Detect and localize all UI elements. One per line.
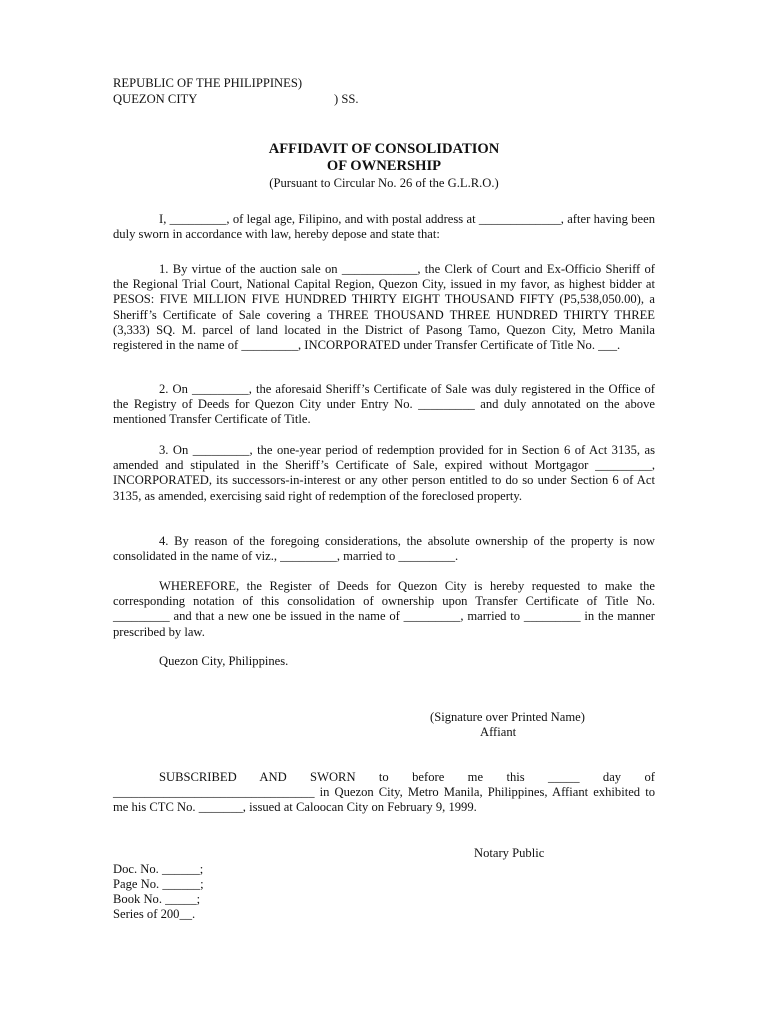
intro-text: I, _________, of legal age, Filipino, and with postal address at _____________, after having been duly sworn in accordance with law, hereby depose and state that: — [113, 212, 655, 242]
jurat-text: SUBSCRIBED AND SWORN to before me this _____ day of ________________________________ in Quezon City, Metro Manila, Philippines, Affiant exhibited to me his CTC No. _______, issued at Caloocan City on February 9, 1999. — [113, 770, 655, 815]
docket-doc-no: Doc. No. ______; — [113, 862, 204, 876]
paragraph-3 — [113, 443, 655, 504]
paragraph-1-text: 1. By virtue of the auction sale on ____________, the Clerk of Court and Ex-Officio Sheriff of the Regional Trial Court, National Capital Region, Quezon City, issued in my favor, as highest bidder at PESOS: FIVE MILLION FIVE HUNDRED THIRTY EIGHT THOUSAND FIFTY (P5,538,050.00), a Sheriff’s Certificate of Sale covering a THREE THOUSAND THREE HUNDRED THIRTY THREE (3,333) SQ. M. parcel of land located in the District of Pasong Tamo, Quezon City, Metro Manila registered in the name of _________, INCORPORATED under Transfer Certificate of Title No. ___. — [113, 262, 655, 353]
venue-city-name: QUEZON CITY — [113, 92, 198, 106]
paragraph-4 — [113, 534, 655, 564]
docket-series: Series of 200__. — [113, 907, 196, 921]
venue-city — [113, 92, 359, 107]
intro-paragraph — [113, 212, 655, 242]
place-of-execution: Quezon City, Philippines. — [159, 654, 289, 668]
document-title: AFFIDAVIT OF CONSOLIDATION — [268, 141, 500, 157]
paragraph-2 — [113, 382, 655, 428]
document-title-line2: OF OWNERSHIP — [326, 158, 442, 174]
document-subtitle: (Pursuant to Circular No. 26 of the G.L.R.O.) — [269, 176, 499, 190]
docket-book-no: Book No. _____; — [113, 892, 201, 906]
affiant-label: Affiant — [480, 725, 517, 739]
wherefore-paragraph — [113, 579, 655, 640]
jurat-paragraph — [113, 770, 655, 816]
signature-label: (Signature over Printed Name) — [430, 710, 585, 724]
paragraph-4-text: 4. By reason of the foregoing considerations, the absolute ownership of the property is now consolidated in the name of viz., _________, married to _________. — [113, 534, 655, 564]
paragraph-2-text: 2. On _________, the aforesaid Sheriff’s Certificate of Sale was duly registered in the Office of the Registry of Deeds for Quezon City under Entry No. _________ and duly annotated on the above mentioned Transfer Certificate of Title. — [113, 382, 655, 427]
paragraph-1 — [113, 262, 655, 353]
venue-republic: REPUBLIC OF THE PHILIPPINES) — [113, 76, 303, 90]
wherefore-text: WHEREFORE, the Register of Deeds for Quezon City is hereby requested to make the corresponding notation of this consolidation of ownership upon Transfer Certificate of Title No. _________ and that a new one be issued in the name of _________, married to _________ in the manner prescribed by law. — [113, 579, 655, 639]
docket-page-no: Page No. ______; — [113, 877, 204, 891]
paragraph-3-text: 3. On _________, the one-year period of redemption provided for in Section 6 of Act 3135, as amended and stipulated in the Sheriff’s Certificate of Sale, expired without Mortgagor _________, INCORPORATED, its successors-in-interest or any other person entitled to do so under Section 6 of Act 3135, as amended, exercising said right of redemption of the foreclosed property. — [113, 443, 655, 503]
venue-ss: ) SS. — [334, 92, 359, 106]
notary-public-label: Notary Public — [474, 846, 545, 860]
